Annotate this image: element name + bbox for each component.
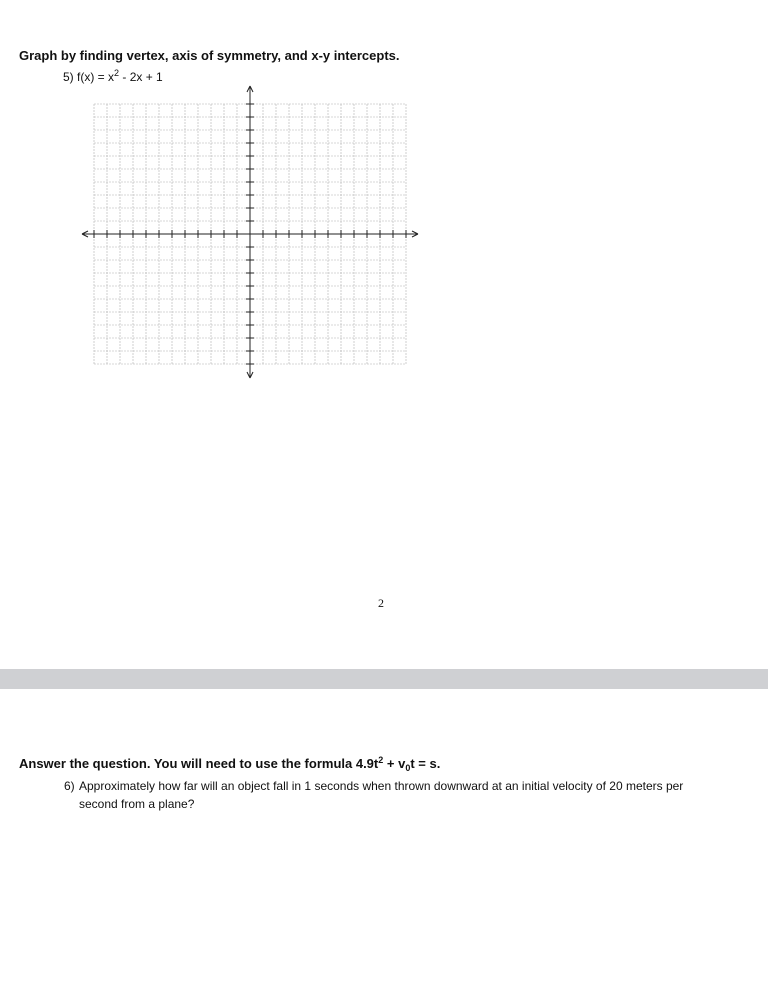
problem-5-function: $f(x) = x^2 - 2x + 1$ [77,68,163,84]
coordinate-grid [78,80,430,392]
page-number: 2 [378,596,384,610]
problem-6-text: Approximately how far will an object fall in 1 seconds when thrown downward at an initial velocity of 20 meters per second from a plane? [79,779,684,811]
page-separator [0,669,768,689]
instructions-formula: Answer the question. You will need to use the formula $4.9t^2 + v_0t = s$. [19,755,441,773]
problem-5-number: 5) [63,70,74,84]
instructions-graph: Graph by finding vertex, axis of symmetry, and x-y intercepts. [19,48,400,63]
problem-6 [64,777,724,813]
problem-6-number: 6) [64,779,75,793]
